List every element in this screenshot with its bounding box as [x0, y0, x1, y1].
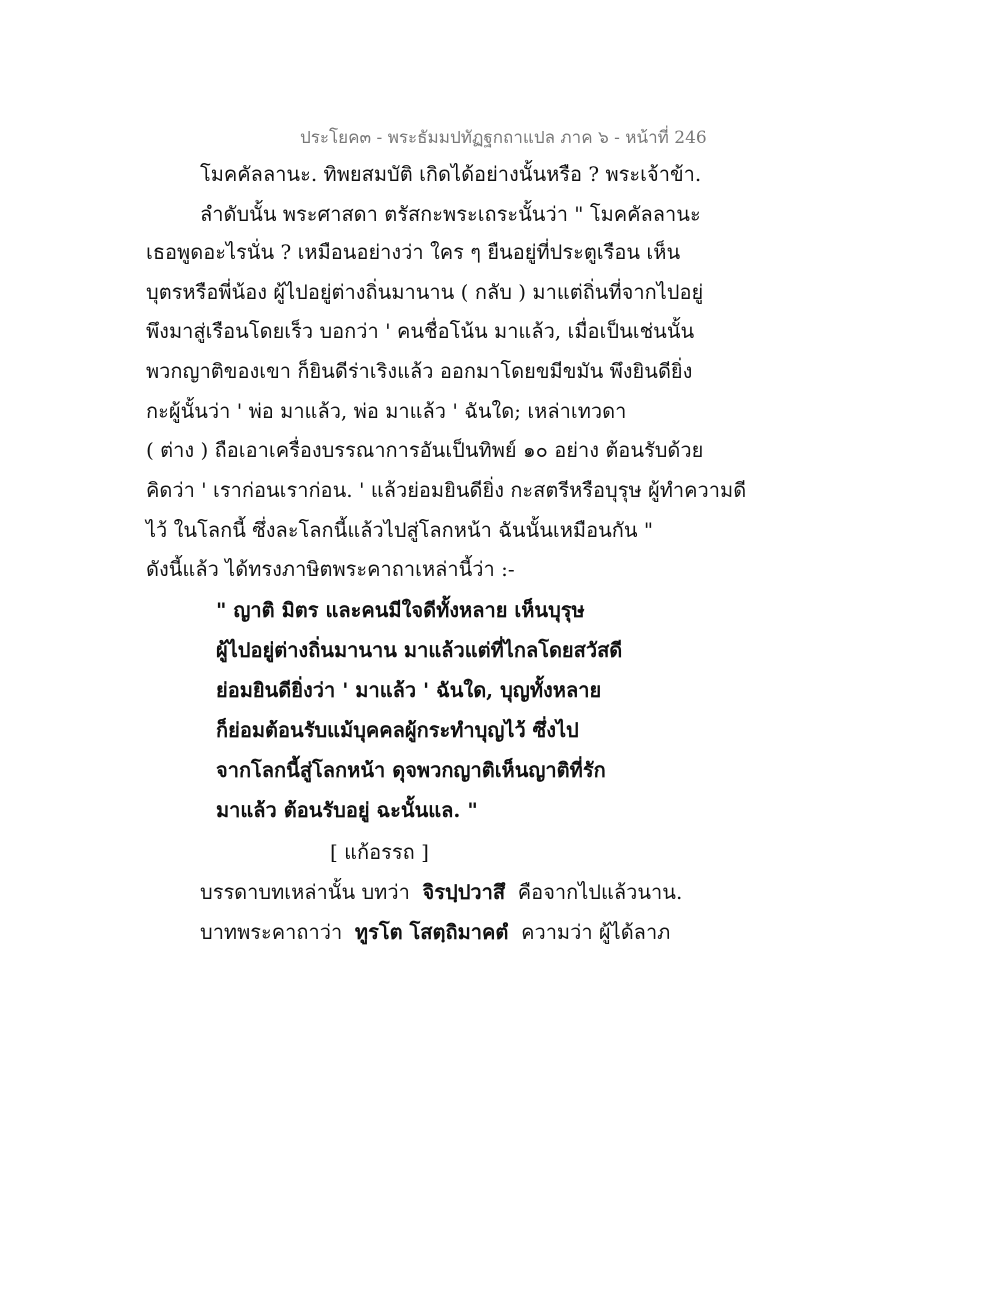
verse-line: ย่อมยินดียิ่งว่า ' มาแล้ว ' ฉันใด, บุญทั้งหลาย	[216, 678, 602, 702]
verse-line: " ญาติ มิตร และคนมีใจดีทั้งหลาย เห็นบุรุษ	[216, 598, 585, 622]
verse-line: จากโลกนี้สู่โลกหน้า ดุจพวกญาติเห็นญาติที่รัก	[216, 758, 606, 782]
body-line: คิดว่า ' เราก่อนเราก่อน. ' แล้วย่อมยินดียิ่ง กะสตรีหรือบุรุษ ผู้ทำความดี	[146, 478, 747, 502]
body-line: พึงมาสู่เรือนโดยเร็ว บอกว่า ' คนชื่อโน้น มาแล้ว, เมื่อเป็นเช่นนั้น	[146, 319, 695, 343]
body-line: ไว้ ในโลกนี้ ซึ่งละโลกนี้แล้วไปสู่โลกหน้า ฉันนั้นเหมือนกัน "	[146, 518, 654, 542]
gloss-suffix: คือจากไปแล้วนาน.	[517, 880, 683, 904]
gloss-line	[200, 878, 682, 906]
verse-line: ผู้ไปอยู่ต่างถิ่นมานาน มาแล้วแต่ที่ไกลโดยสวัสดี	[216, 638, 623, 662]
gloss-prefix: บรรดาบทเหล่านั้น บทว่า	[200, 880, 410, 904]
verse-line: มาแล้ว ต้อนรับอยู่ ฉะนั้นแล. "	[216, 798, 478, 822]
body-line: โมคคัลลานะ. ทิพยสมบัติ เกิดได้อย่างนั้นหรือ ? พระเจ้าข้า.	[200, 162, 702, 186]
body-line: ดังนี้แล้ว ได้ทรงภาษิตพระคาถาเหล่านี้ว่า :-	[146, 557, 515, 581]
body-line: ( ต่าง ) ถือเอาเครื่องบรรณาการอันเป็นทิพย์ ๑๐ อย่าง ต้อนรับด้วย	[146, 438, 704, 462]
page-header: ประโยค๓ - พระธัมมปทัฏฐกถาแปล ภาค ๖ - หน้าที่ 246	[300, 128, 707, 148]
body-line: เธอพูดอะไรนั่น ? เหมือนอย่างว่า ใคร ๆ ยืนอยู่ที่ประตูเรือน เห็น	[146, 240, 681, 264]
gloss-line	[200, 918, 670, 946]
body-line: กะผู้นั้นว่า ' พ่อ มาแล้ว, พ่อ มาแล้ว ' ฉันใด; เหล่าเทวดา	[146, 399, 627, 423]
gloss-term: จิรปฺปวาสึ	[422, 880, 506, 904]
body-line: พวกญาติของเขา ก็ยินดีร่าเริงแล้ว ออกมาโดยขมีขมัน พึงยินดียิ่ง	[146, 359, 693, 383]
body-line: ลำดับนั้น พระศาสดา ตรัสกะพระเถระนั้นว่า " โมคคัลลานะ	[200, 202, 701, 226]
gloss-term: ทูรโต โสตฺถิมาคตํ	[354, 920, 509, 944]
section-title: [ แก้อรรถ ]	[330, 840, 429, 864]
gloss-prefix: บาทพระคาถาว่า	[200, 920, 343, 944]
gloss-suffix: ความว่า ผู้ได้ลาภ	[521, 920, 671, 944]
body-line: บุตรหรือพี่น้อง ผู้ไปอยู่ต่างถิ่นมานาน ( กลับ ) มาแต่ถิ่นที่จากไปอยู่	[146, 280, 704, 304]
verse-line: ก็ย่อมต้อนรับแม้บุคคลผู้กระทำบุญไว้ ซึ่งไป	[216, 718, 579, 742]
